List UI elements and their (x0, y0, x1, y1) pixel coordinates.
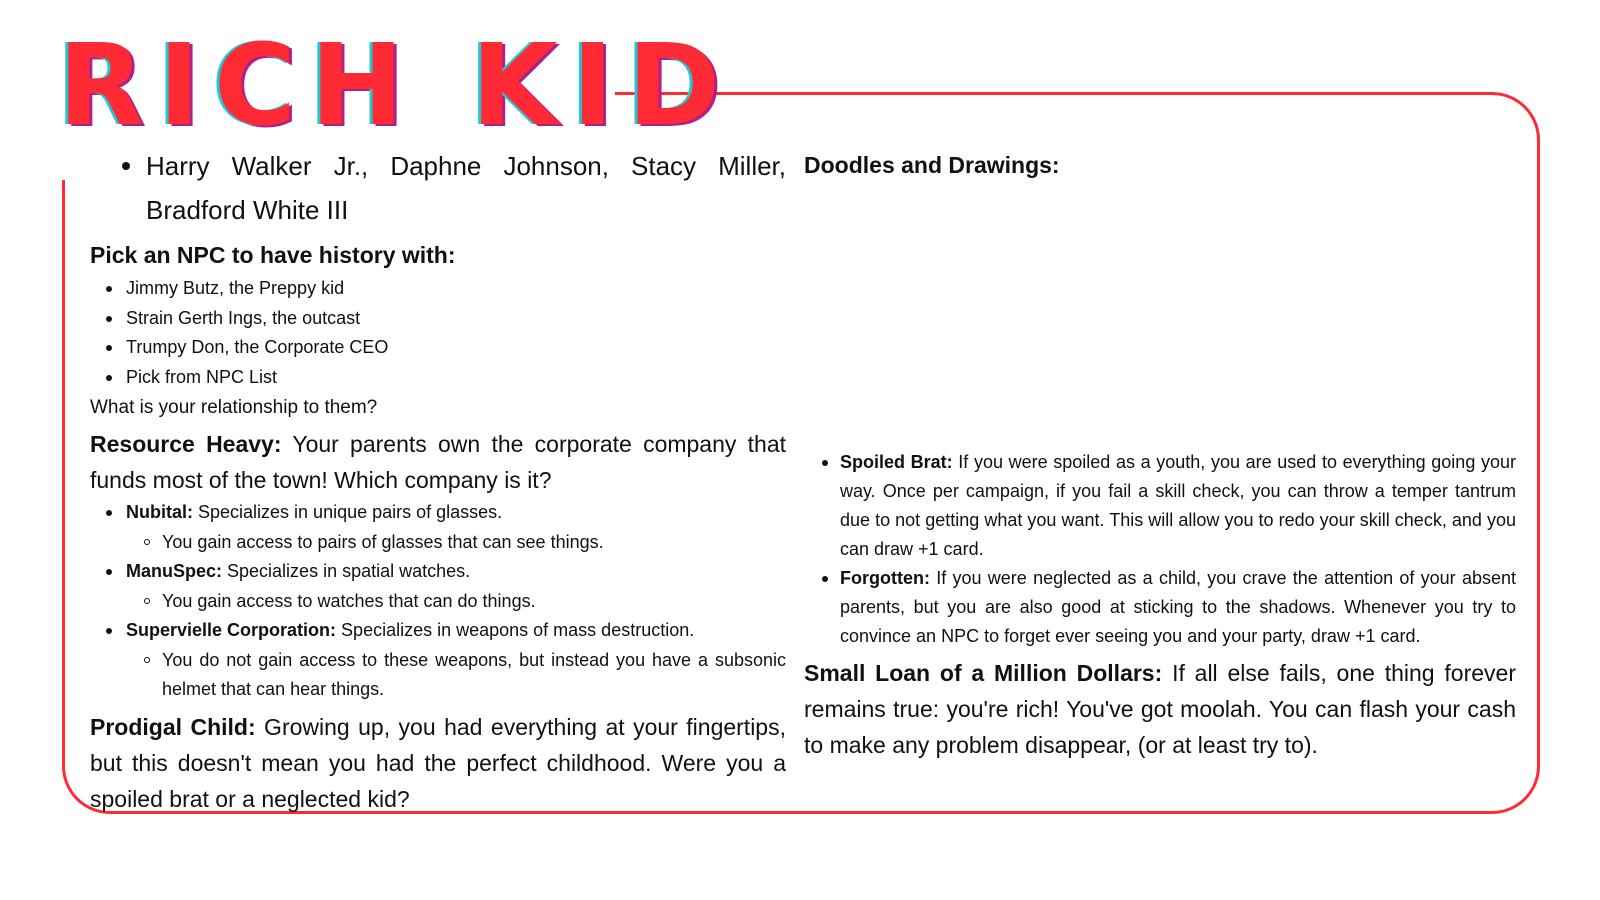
names-item: Harry Walker Jr., Daphne Johnson, Stacy Miller, Bradford White III (90, 144, 786, 232)
right-column (804, 448, 1516, 763)
company-name: ManuSpec: (126, 561, 223, 581)
company-perk: You gain access to pairs of glasses that can see things. (126, 528, 786, 558)
small-loan-text: If all else fails, one thing forever remains true: you're rich! You've got moolah. You can flash your cash to make any problem disappear, (or at least try to). (804, 660, 1516, 758)
doodles-section (804, 146, 1516, 184)
trait-text: If you were neglected as a child, you crave the attention of your absent parents, but you are also good at sticking to the shadows. Whenever you try to convince an NPC to forget ever seeing you and your party, draw +1 card. (840, 568, 1516, 646)
npc-item: Trumpy Don, the Corporate CEO (90, 333, 786, 363)
company-desc: Specializes in weapons of mass destruction. (336, 620, 695, 640)
npc-item: Jimmy Butz, the Preppy kid (90, 274, 786, 304)
npc-item: Strain Gerth Ings, the outcast (90, 304, 786, 334)
company-sublist (126, 646, 786, 705)
company-sublist (126, 528, 786, 558)
company-desc: Specializes in unique pairs of glasses. (193, 502, 503, 522)
trait-list (804, 448, 1516, 651)
doodles-heading: Doodles and Drawings: (804, 152, 1060, 178)
company-perk: You do not gain access to these weapons, but instead you have a subsonic helmet that can hear things. (126, 646, 786, 705)
resource-heavy-label: Resource Heavy: (90, 431, 282, 457)
npc-item: Pick from NPC List (90, 363, 786, 393)
company-name: Nubital: (126, 502, 193, 522)
npc-question: What is your relationship to them? (90, 397, 378, 418)
company-desc: Specializes in spatial watches. (222, 561, 471, 581)
company-item (90, 498, 786, 557)
trait-name: Forgotten: (840, 568, 930, 588)
trait-name: Spoiled Brat: (840, 452, 953, 472)
npc-list (90, 274, 786, 392)
company-name: Supervielle Corporation: (126, 620, 337, 640)
prodigal-child-label: Prodigal Child: (90, 713, 256, 740)
company-sublist (126, 587, 786, 617)
small-loan-paragraph (804, 655, 1516, 763)
trait-item (804, 564, 1516, 651)
prodigal-child-text: Growing up, you had everything at your fingertips, but this doesn't mean you had the perfect childhood. Were you a spoiled brat or a neglected kid? (90, 713, 786, 812)
resource-heavy-text: Your parents own the corporate company that funds most of the town! Which company is it? (90, 431, 786, 493)
character-names (90, 144, 786, 232)
left-column (90, 144, 786, 817)
trait-item (804, 448, 1516, 564)
company-list (90, 498, 786, 705)
company-item (90, 557, 786, 616)
npc-heading: Pick an NPC to have history with: (90, 242, 456, 268)
small-loan-label: Small Loan of a Million Dollars: (804, 660, 1163, 686)
company-item (90, 616, 786, 705)
page-title: RICH KID (58, 21, 735, 151)
company-perk: You gain access to watches that can do things. (126, 587, 786, 617)
prodigal-child-paragraph (90, 709, 786, 817)
trait-text: If you were spoiled as a youth, you are used to everything going your way. Once per campaign, if you fail a skill check, you can throw a temper tantrum due to not getting what you want. This will allow you to redo your skill check, and you can draw +1 card. (840, 452, 1516, 559)
resource-heavy-paragraph (90, 426, 786, 498)
